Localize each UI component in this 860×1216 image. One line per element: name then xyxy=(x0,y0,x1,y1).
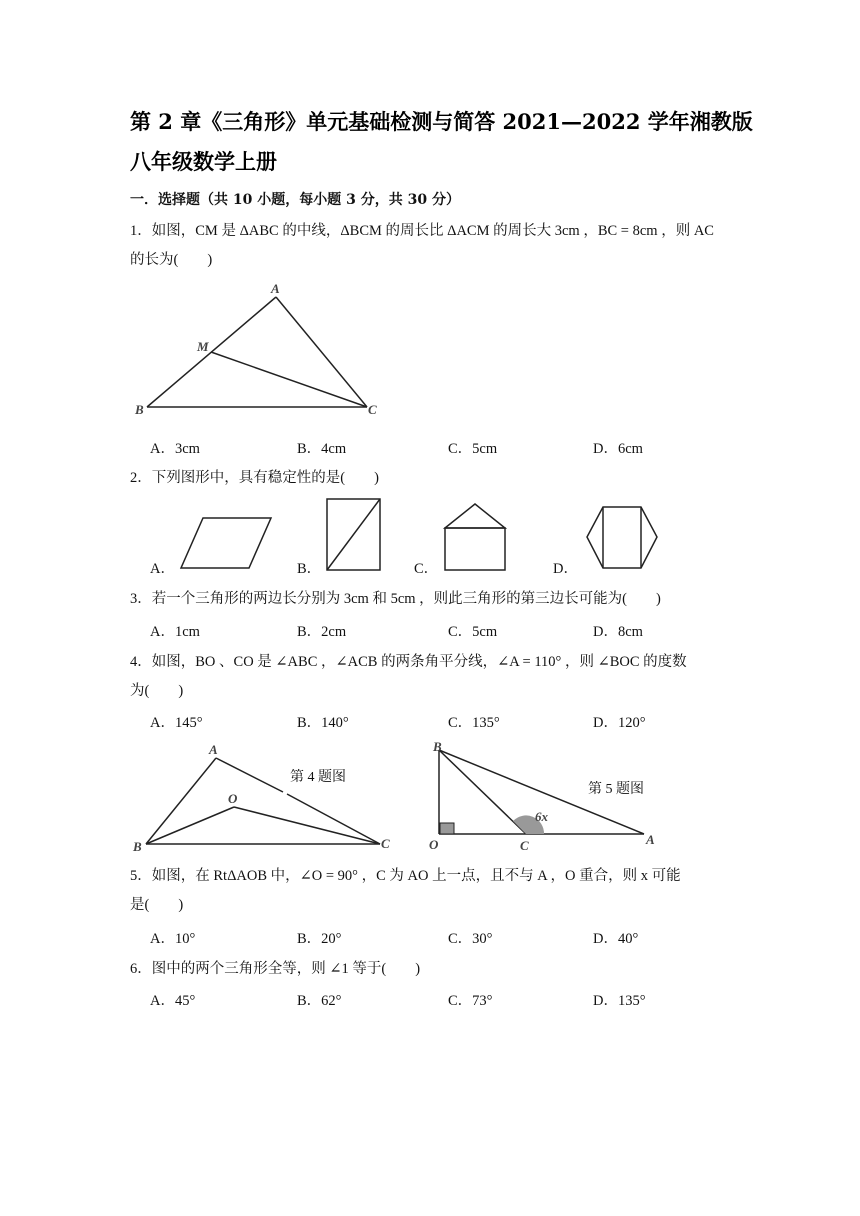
question-1-text: 1．如图，CM 是 ΔABC 的中线，ΔBCM 的周长比 ΔACM 的周长大 3cm ，BC = 8cm ，则 AC xyxy=(130,223,714,239)
q6-option-d: D．135° xyxy=(593,993,646,1009)
question-5-text-cont: 是( ) xyxy=(130,897,184,913)
vertex-label-b: B xyxy=(133,839,142,854)
question-2-text: 2．下列图形中，具有稳定性的是( ) xyxy=(130,470,379,486)
question-4-figure xyxy=(130,738,400,858)
vertex-label-b: B xyxy=(433,739,442,754)
q2-option-d: D． xyxy=(553,561,578,577)
hexagon-with-lines-figure xyxy=(583,504,661,572)
bisector-co xyxy=(234,807,380,844)
question-5-text: 5．如图，在 RtΔAOB 中，∠O = 90° ，C 为 AO 上一点，且不与 A ，O 重合，则 x 可能 xyxy=(130,868,681,884)
q3-option-d: D．8cm xyxy=(593,624,643,640)
question-3-text: 3．若一个三角形的两边长分别为 3cm 和 5cm ，则此三角形的第三边长可能为( ) xyxy=(130,591,661,607)
question-6-text: 6．图中的两个三角形全等，则 ∠1 等于( ) xyxy=(130,961,421,977)
bisector-bo xyxy=(146,807,234,844)
house-shape-figure xyxy=(440,500,510,575)
q5-option-a: A．10° xyxy=(150,931,196,947)
q4-option-b: B．140° xyxy=(297,715,349,731)
vertex-label-b: B xyxy=(135,402,144,417)
question-4-text: 4．如图，BO 、CO 是 ∠ABC ，∠ACB 的两条角平分线，∠A = 110° ，则 ∠BOC 的度数 xyxy=(130,654,687,670)
vertex-label-a: A xyxy=(271,281,280,296)
q1-option-d: D．6cm xyxy=(593,441,643,457)
q5-option-b: B．20° xyxy=(297,931,342,947)
right-angle-mark xyxy=(440,823,454,834)
figure-5-caption: 第 5 题图 xyxy=(588,782,644,797)
rectangle-with-diagonal-figure xyxy=(324,496,386,576)
document-title-line1: 第 2 章《三角形》单元基础检测与简答 2021—2022 学年湘教版 xyxy=(130,109,753,134)
q4-option-d: D．120° xyxy=(593,715,646,731)
vertex-label-c: C xyxy=(381,836,390,851)
angle-label-6x: 6x xyxy=(535,809,548,824)
vertex-label-m: M xyxy=(197,339,209,354)
vertex-label-o: O xyxy=(228,791,238,806)
q2-option-c: C． xyxy=(414,561,439,577)
vertex-label-c: C xyxy=(520,838,529,853)
parallelogram-figure xyxy=(176,513,276,573)
vertex-label-o: O xyxy=(429,837,439,852)
question-1-text-cont: 的长为( ) xyxy=(130,252,213,268)
segment-bc xyxy=(439,750,526,834)
triangle-side-ba xyxy=(146,758,216,844)
question-1-figure xyxy=(130,280,390,420)
q3-option-c: C．5cm xyxy=(448,624,498,640)
question-4-text-cont: 为( ) xyxy=(130,683,184,699)
q3-option-a: A．1cm xyxy=(150,624,200,640)
vertex-label-c: C xyxy=(368,402,377,417)
q6-option-a: A．45° xyxy=(150,993,196,1009)
q4-option-a: A．145° xyxy=(150,715,203,731)
section-heading: 一．选择题（共 10 小题，每小题 3 分，共 30 分） xyxy=(130,192,460,208)
question-5-figure xyxy=(420,738,670,858)
q2-option-a: A． xyxy=(150,561,175,577)
figure-4-caption: 第 4 题图 xyxy=(290,770,346,785)
vertex-label-a: A xyxy=(209,742,218,757)
q5-option-d: D．40° xyxy=(593,931,639,947)
q1-option-a: A．3cm xyxy=(150,441,200,457)
q6-option-c: C．73° xyxy=(448,993,493,1009)
q1-option-c: C．5cm xyxy=(448,441,498,457)
q6-option-b: B．62° xyxy=(297,993,342,1009)
q1-option-b: B．4cm xyxy=(297,441,347,457)
document-title-line2: 八年级数学上册 xyxy=(130,149,277,174)
vertex-label-a: A xyxy=(646,832,655,847)
q5-option-c: C．30° xyxy=(448,931,493,947)
q4-option-c: C．135° xyxy=(448,715,500,731)
q2-option-b: B． xyxy=(297,561,322,577)
q3-option-b: B．2cm xyxy=(297,624,347,640)
